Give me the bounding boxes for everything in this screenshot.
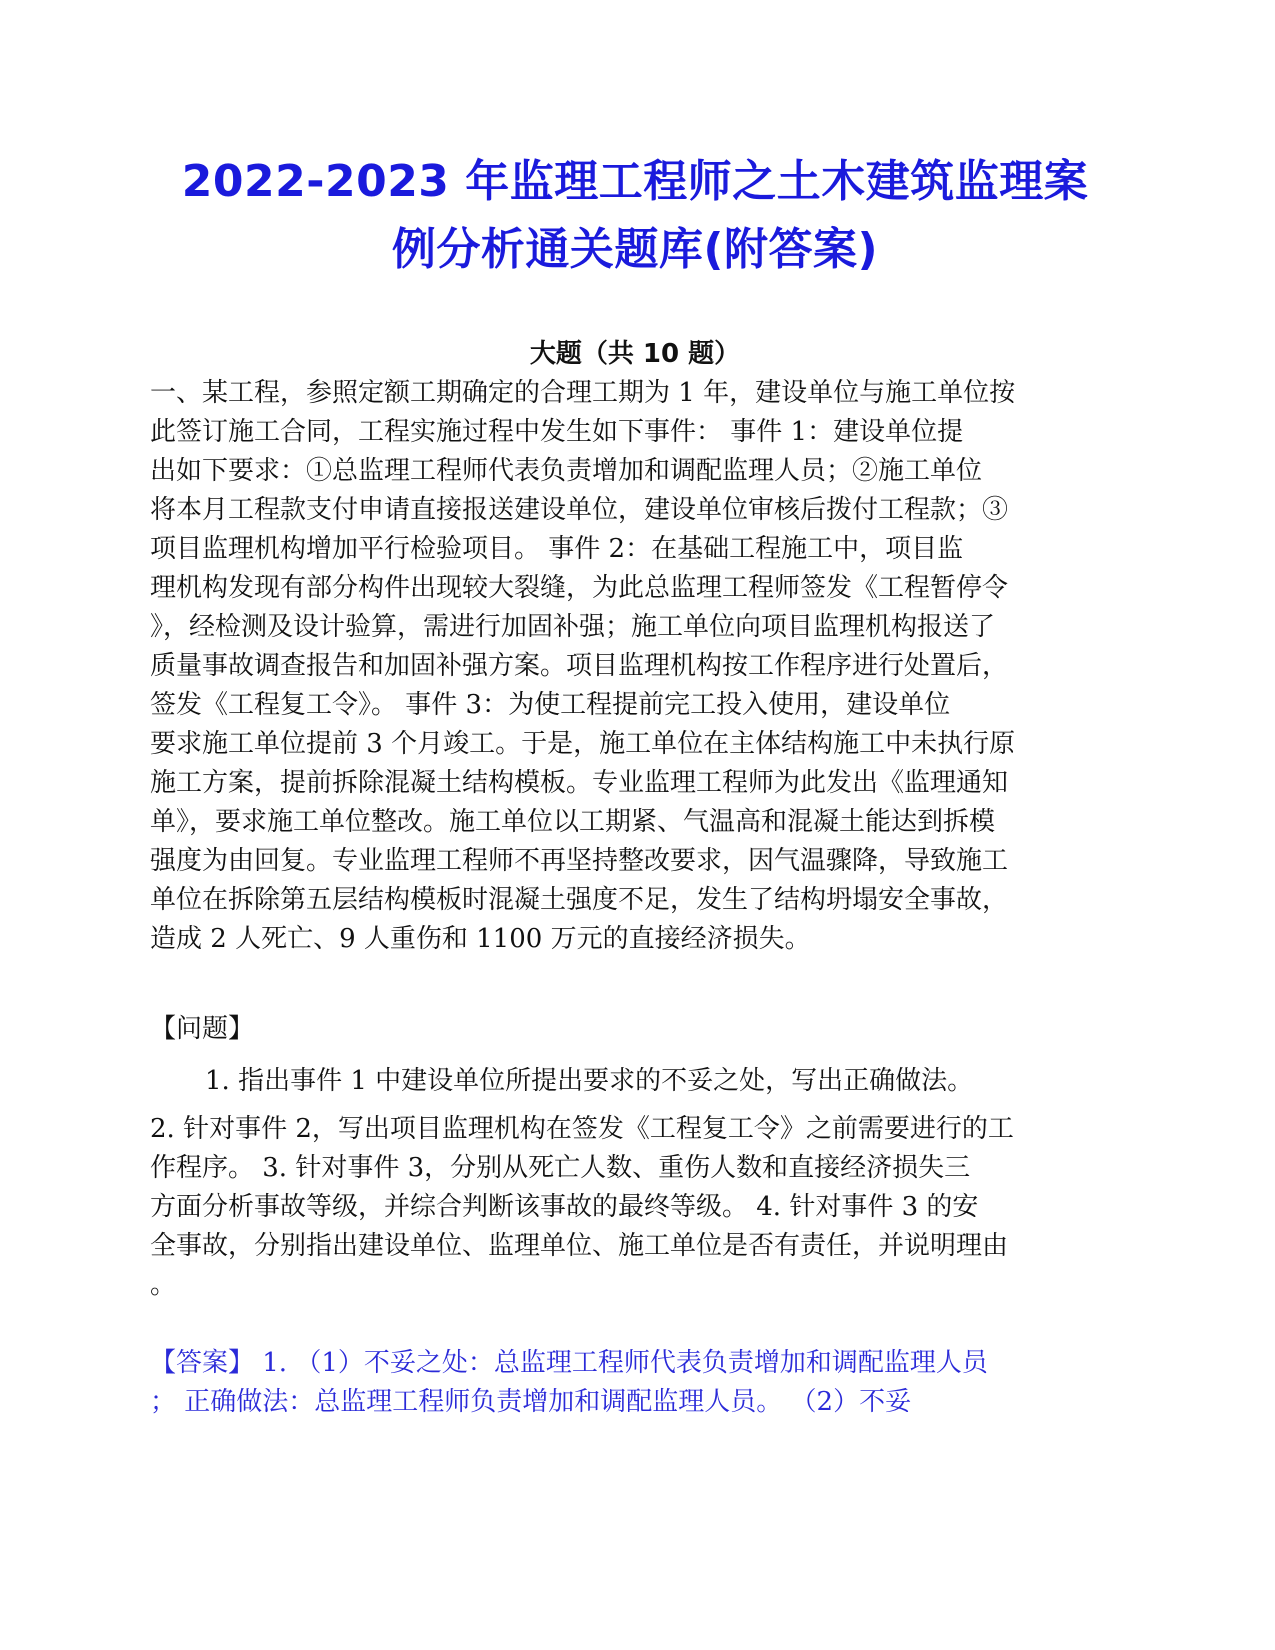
- case-line: 强度为由回复。专业监理工程师不再坚持整改要求，因气温骤降，导致施工: [150, 846, 1009, 876]
- case-line: 施工方案，提前拆除混凝土结构模板。专业监理工程师为此发出《监理通知: [150, 768, 1009, 798]
- questions-list: [150, 1110, 1120, 1305]
- case-line: 签发《工程复工令》。 事件 3：为使工程提前完工投入使用，建设单位: [150, 690, 951, 720]
- document-title: [140, 148, 1130, 284]
- section-heading: 大题（共 10 题）: [529, 339, 741, 369]
- answer-line: 【答案】 1. （1）不妥之处：总监理工程师代表负责增加和调配监理人员: [150, 1348, 988, 1378]
- case-line: 出如下要求：①总监理工程师代表负责增加和调配监理人员；②施工单位: [150, 456, 983, 486]
- title-line-2: 例分析通关题库(附答案): [391, 224, 879, 275]
- case-line: 理机构发现有部分构件出现较大裂缝，为此总监理工程师签发《工程暂停令: [150, 573, 1009, 603]
- question-line: 作程序。 3. 针对事件 3，分别从死亡人数、重伤人数和直接经济损失三: [150, 1153, 971, 1183]
- case-line: 质量事故调查报告和加固补强方案。项目监理机构按工作程序进行处置后，: [150, 651, 1009, 681]
- case-line: 单位在拆除第五层结构模板时混凝土强度不足，发生了结构坍塌安全事故，: [150, 885, 1009, 915]
- case-line: 一、某工程，参照定额工期确定的合理工期为 1 年，建设单位与施工单位按: [150, 378, 1016, 408]
- case-description: [150, 374, 1120, 959]
- title-line-1: 2022-2023 年监理工程师之土木建筑监理案: [181, 156, 1089, 207]
- case-line: 单》，要求施工单位整改。施工单位以工期紧、气温高和混凝土能达到拆模: [150, 807, 996, 837]
- case-line: 》，经检测及设计验算，需进行加固补强；施工单位向项目监理机构报送了: [150, 612, 996, 642]
- case-line: 要求施工单位提前 3 个月竣工。于是，施工单位在主体结构施工中未执行原: [150, 729, 1016, 759]
- question-line: 全事故，分别指出建设单位、监理单位、施工单位是否有责任，并说明理由: [150, 1231, 1009, 1261]
- answer-line: ； 正确做法：总监理工程师负责增加和调配监理人员。 （2）不妥: [150, 1387, 912, 1417]
- question-line: 方面分析事故等级，并综合判断该事故的最终等级。 4. 针对事件 3 的安: [150, 1192, 979, 1222]
- answer-block: [150, 1344, 1120, 1422]
- case-line: 项目监理机构增加平行检验项目。 事件 2：在基础工程施工中，项目监: [150, 534, 964, 564]
- case-line: 将本月工程款支付申请直接报送建设单位，建设单位审核后拨付工程款；③: [150, 495, 1009, 525]
- questions-heading: 【问题】: [150, 1014, 255, 1044]
- question-line: 。: [150, 1270, 177, 1300]
- question-1: 1. 指出事件 1 中建设单位所提出要求的不妥之处，写出正确做法。: [205, 1066, 974, 1096]
- case-line: 造成 2 人死亡、9 人重伤和 1100 万元的直接经济损失。: [150, 924, 811, 954]
- case-line: 此签订施工合同，工程实施过程中发生如下事件： 事件 1：建设单位提: [150, 417, 964, 447]
- question-line: 2. 针对事件 2，写出项目监理机构在签发《工程复工令》之前需要进行的工: [150, 1114, 1014, 1144]
